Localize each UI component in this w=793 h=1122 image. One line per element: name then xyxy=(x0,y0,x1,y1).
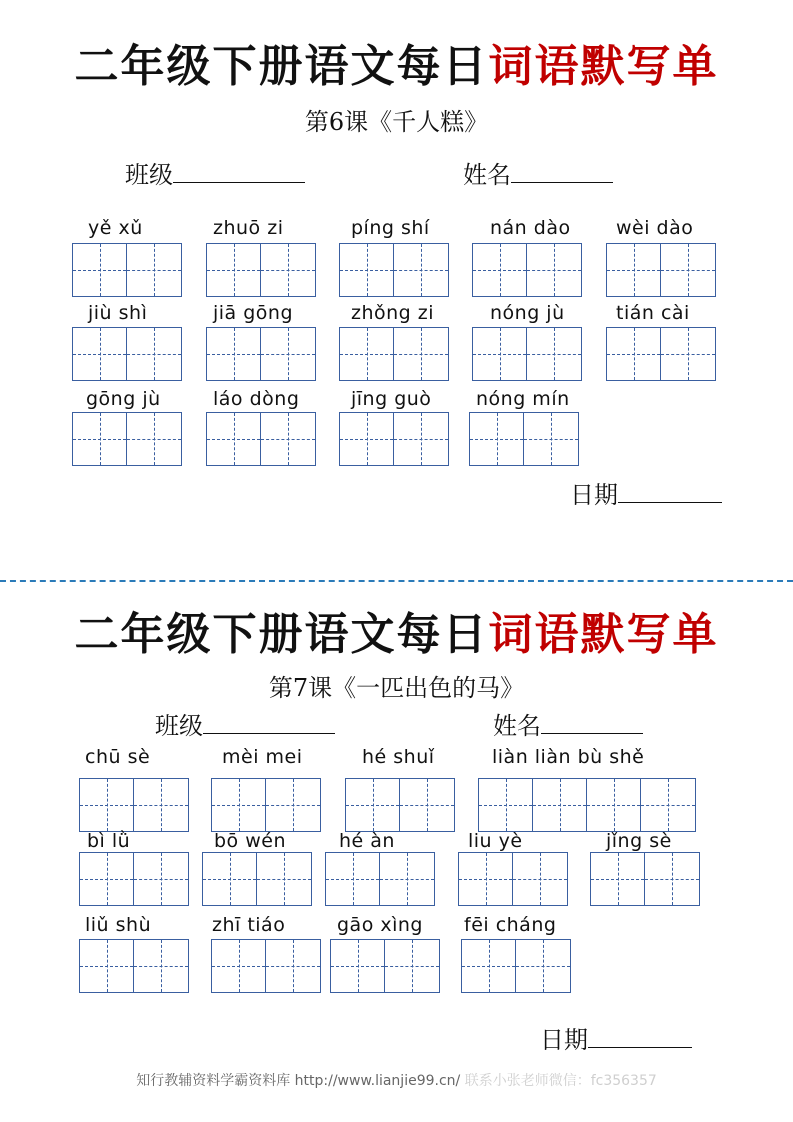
writing-grid[interactable] xyxy=(469,412,579,466)
tianzi-cell[interactable] xyxy=(207,328,261,380)
name-label: 姓名 xyxy=(493,712,541,740)
pinyin-label: fēi cháng xyxy=(464,914,557,936)
writing-grid[interactable] xyxy=(72,243,182,297)
tianzi-cell[interactable] xyxy=(340,413,394,465)
writing-grid[interactable] xyxy=(330,939,440,993)
tianzi-cell[interactable] xyxy=(127,244,181,296)
tianzi-cell[interactable] xyxy=(533,779,587,831)
writing-grid[interactable] xyxy=(606,243,716,297)
footer-watermark: 联系小张老师微信：fc356357 xyxy=(464,1073,657,1089)
tianzi-cell[interactable] xyxy=(207,244,261,296)
tianzi-cell[interactable] xyxy=(207,413,261,465)
tianzi-cell[interactable] xyxy=(326,853,380,905)
sheet2-class-field xyxy=(155,706,335,741)
footer-text: 知行教辅资料学霸资料库 http://www.lianjie99.cn/ xyxy=(136,1073,461,1089)
tianzi-cell[interactable] xyxy=(400,779,454,831)
tianzi-cell[interactable] xyxy=(661,328,715,380)
tianzi-cell[interactable] xyxy=(591,853,645,905)
tianzi-cell[interactable] xyxy=(473,244,527,296)
writing-grid[interactable] xyxy=(472,243,582,297)
tianzi-cell[interactable] xyxy=(394,413,448,465)
pinyin-label: nán dào xyxy=(490,217,571,239)
tianzi-cell[interactable] xyxy=(607,244,661,296)
pinyin-label: yě xǔ xyxy=(88,217,143,239)
tianzi-cell[interactable] xyxy=(127,413,181,465)
writing-grid[interactable] xyxy=(202,852,312,906)
writing-grid[interactable] xyxy=(79,939,189,993)
pinyin-label: chū sè xyxy=(85,746,151,768)
tianzi-cell[interactable] xyxy=(73,328,127,380)
tianzi-cell[interactable] xyxy=(134,853,188,905)
tianzi-cell[interactable] xyxy=(462,940,516,992)
tianzi-cell[interactable] xyxy=(394,328,448,380)
pinyin-label: nóng mín xyxy=(476,388,570,410)
writing-grid[interactable] xyxy=(206,243,316,297)
tianzi-cell[interactable] xyxy=(607,328,661,380)
writing-grid[interactable] xyxy=(206,412,316,466)
pinyin-label: zhuō zi xyxy=(213,217,284,239)
tianzi-cell[interactable] xyxy=(73,244,127,296)
writing-grid[interactable] xyxy=(72,412,182,466)
writing-grid[interactable] xyxy=(72,327,182,381)
class-blank[interactable] xyxy=(203,711,335,734)
writing-grid[interactable] xyxy=(339,327,449,381)
tianzi-cell[interactable] xyxy=(661,244,715,296)
tianzi-cell[interactable] xyxy=(380,853,434,905)
pinyin-label: bì lǜ xyxy=(87,830,131,852)
tianzi-cell[interactable] xyxy=(127,328,181,380)
pinyin-label: liu yè xyxy=(468,830,523,852)
pinyin-label: zhī tiáo xyxy=(212,914,286,936)
tianzi-cell[interactable] xyxy=(266,940,320,992)
tianzi-cell[interactable] xyxy=(587,779,641,831)
writing-grid[interactable] xyxy=(345,778,455,832)
writing-grid[interactable] xyxy=(79,852,189,906)
pinyin-label: hé shuǐ xyxy=(362,746,435,768)
tianzi-cell[interactable] xyxy=(212,940,266,992)
writing-grid[interactable] xyxy=(211,939,321,993)
sheet1-class-field xyxy=(125,155,305,190)
pinyin-label: liǔ shù xyxy=(85,914,152,936)
date-label: 日期 xyxy=(540,1026,588,1054)
pinyin-label: jīng guò xyxy=(351,388,432,410)
pinyin-label: jiā gōng xyxy=(213,302,294,324)
tianzi-cell[interactable] xyxy=(385,940,439,992)
sheet1-title-highlight: 词语默写单 xyxy=(488,41,719,92)
tianzi-cell[interactable] xyxy=(261,413,315,465)
writing-grid[interactable] xyxy=(325,852,435,906)
pinyin-label: hé àn xyxy=(339,830,395,852)
sheet1-title xyxy=(0,30,793,94)
cut-line-divider xyxy=(0,580,793,582)
class-blank[interactable] xyxy=(173,160,305,183)
pinyin-label: mèi mei xyxy=(222,746,303,768)
pinyin-label: tián cài xyxy=(616,302,690,324)
sheet2-title xyxy=(0,598,793,662)
pinyin-label: jiù shì xyxy=(88,302,148,324)
date-label: 日期 xyxy=(570,481,618,509)
writing-grid[interactable] xyxy=(339,412,449,466)
pinyin-label: zhǒng zi xyxy=(351,302,435,324)
tianzi-cell[interactable] xyxy=(641,779,695,831)
pinyin-label: gōng jù xyxy=(86,388,161,410)
tianzi-cell[interactable] xyxy=(212,779,266,831)
writing-grid[interactable] xyxy=(478,778,696,832)
pinyin-label: píng shí xyxy=(351,217,430,239)
sheet1-title-main: 二年级下册语文每日 xyxy=(74,41,489,92)
tianzi-cell[interactable] xyxy=(203,853,257,905)
tianzi-cell[interactable] xyxy=(134,779,188,831)
tianzi-cell[interactable] xyxy=(394,244,448,296)
tianzi-cell[interactable] xyxy=(516,940,570,992)
tianzi-cell[interactable] xyxy=(473,328,527,380)
writing-grid[interactable] xyxy=(590,852,700,906)
sheet2-lesson: 第7课《一匹出色的马》 xyxy=(268,674,525,702)
tianzi-cell[interactable] xyxy=(134,940,188,992)
tianzi-cell[interactable] xyxy=(470,413,524,465)
name-blank[interactable] xyxy=(541,711,643,734)
writing-grid[interactable] xyxy=(472,327,582,381)
tianzi-cell[interactable] xyxy=(80,853,134,905)
sheet1-date-field xyxy=(570,475,722,510)
writing-grid[interactable] xyxy=(339,243,449,297)
tianzi-cell[interactable] xyxy=(346,779,400,831)
sheet2-date-field xyxy=(540,1020,692,1055)
date-blank[interactable] xyxy=(588,1025,692,1048)
name-label: 姓名 xyxy=(463,161,511,189)
class-label: 班级 xyxy=(155,712,203,740)
tianzi-cell[interactable] xyxy=(80,940,134,992)
writing-grid[interactable] xyxy=(211,778,321,832)
tianzi-cell[interactable] xyxy=(513,853,567,905)
tianzi-cell[interactable] xyxy=(331,940,385,992)
pinyin-label: gāo xìng xyxy=(337,914,423,936)
name-blank[interactable] xyxy=(511,160,613,183)
pinyin-label: láo dòng xyxy=(213,388,300,410)
tianzi-cell[interactable] xyxy=(459,853,513,905)
writing-grid[interactable] xyxy=(461,939,571,993)
sheet2-name-field xyxy=(493,706,643,741)
tianzi-cell[interactable] xyxy=(261,328,315,380)
pinyin-label: liàn liàn bù shě xyxy=(492,746,645,768)
tianzi-cell[interactable] xyxy=(524,413,578,465)
tianzi-cell[interactable] xyxy=(340,244,394,296)
writing-grid[interactable] xyxy=(458,852,568,906)
sheet2-title-main: 二年级下册语文每日 xyxy=(74,609,489,660)
tianzi-cell[interactable] xyxy=(73,413,127,465)
sheet1-name-field xyxy=(463,155,613,190)
tianzi-cell[interactable] xyxy=(527,328,581,380)
tianzi-cell[interactable] xyxy=(340,328,394,380)
pinyin-label: nóng jù xyxy=(490,302,565,324)
tianzi-cell[interactable] xyxy=(266,779,320,831)
pinyin-label: jǐng sè xyxy=(606,830,672,852)
tianzi-cell[interactable] xyxy=(527,244,581,296)
sheet2-title-highlight: 词语默写单 xyxy=(488,609,719,660)
writing-grid[interactable] xyxy=(79,778,189,832)
writing-grid[interactable] xyxy=(606,327,716,381)
tianzi-cell[interactable] xyxy=(479,779,533,831)
tianzi-cell[interactable] xyxy=(257,853,311,905)
date-blank[interactable] xyxy=(618,480,722,503)
tianzi-cell[interactable] xyxy=(80,779,134,831)
pinyin-label: wèi dào xyxy=(616,217,694,239)
writing-grid[interactable] xyxy=(206,327,316,381)
tianzi-cell[interactable] xyxy=(645,853,699,905)
pinyin-label: bō wén xyxy=(214,830,286,852)
sheet1-lesson: 第6课《千人糕》 xyxy=(304,108,489,136)
footer xyxy=(0,1070,793,1090)
class-label: 班级 xyxy=(125,161,173,189)
tianzi-cell[interactable] xyxy=(261,244,315,296)
